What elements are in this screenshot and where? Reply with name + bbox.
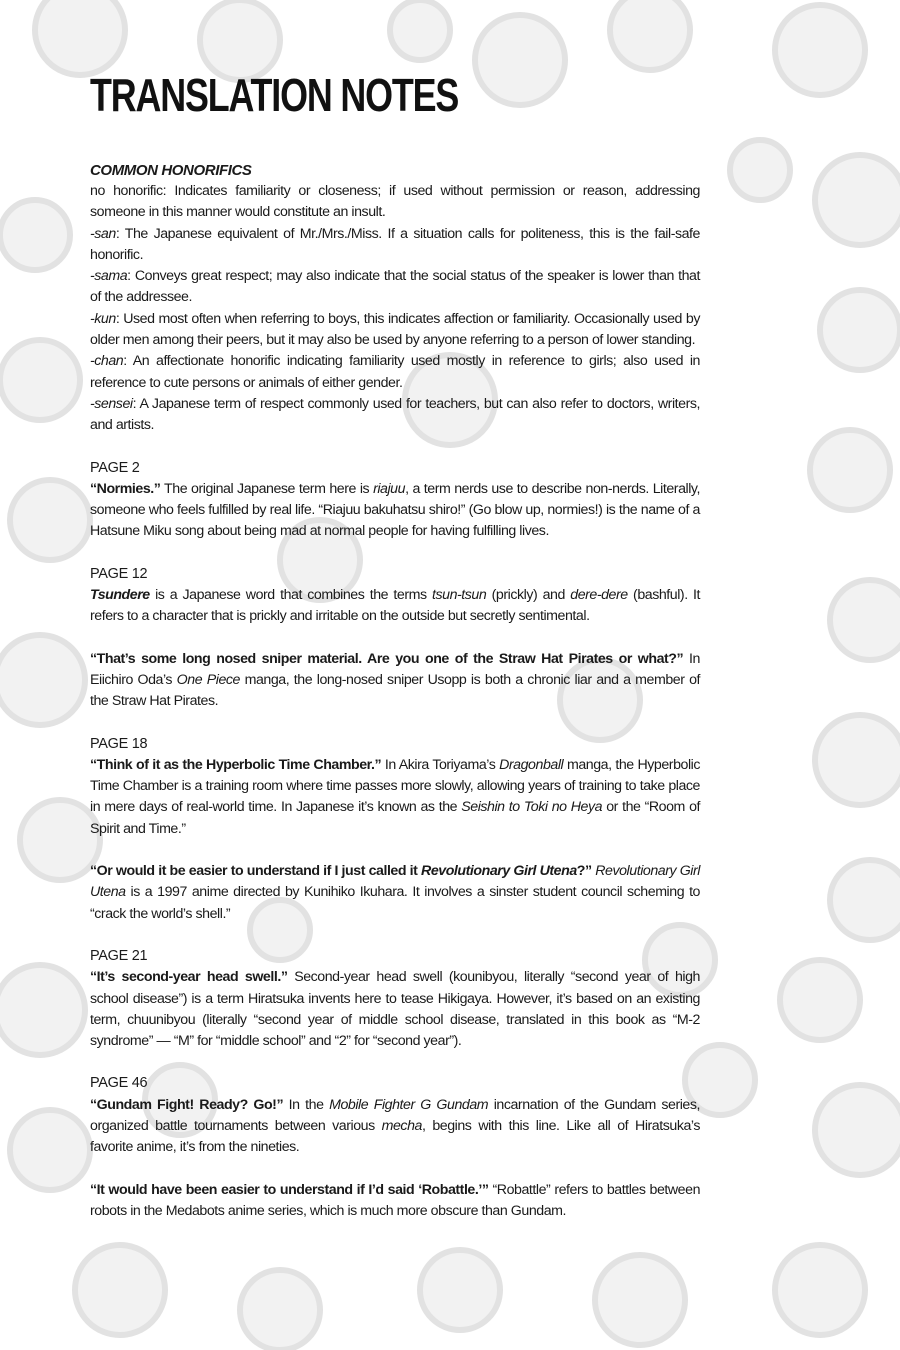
decorative-circle xyxy=(20,800,100,880)
decorative-circle xyxy=(0,340,80,420)
note-paragraph xyxy=(90,861,700,925)
honorific-entry xyxy=(90,224,700,267)
text-run: Revolutionary Girl Utena xyxy=(421,863,577,880)
text-run: no honorific: Indicates familiarity or closeness; if used without permission or reason, addressing someone in this manner would constitute an insult. xyxy=(90,183,700,221)
text-run: In Akira Toriyama’s xyxy=(381,756,500,773)
text-run: , begins with this line. Like all of Hiratsuka’s favorite anime, it’s from the nineties. xyxy=(90,1117,700,1156)
text-run: is a 1997 anime directed by Kunihiko Ikuhara. It involves a sinster student council scheming to “crack the world’s shell.” xyxy=(90,884,700,922)
text-run: “Think of it as the Hyperbolic Time Chamber.” xyxy=(90,756,382,773)
text-run: is a Japanese word that combines the terms xyxy=(149,587,432,604)
text-run: “That’s some long nosed sniper material. Are you one of the Straw Hat Pirates or what?” xyxy=(90,650,684,667)
honorific-entry xyxy=(90,351,700,394)
note-paragraph xyxy=(90,1095,700,1159)
decorative-circle xyxy=(10,480,90,560)
decorative-circle xyxy=(820,290,900,370)
text-run: mecha xyxy=(381,1117,422,1134)
text-run: Dragonball xyxy=(499,756,564,773)
text-run: ?” xyxy=(576,863,592,880)
text-run: : An affectionate honorific indicating familiarity used mostly in reference to girls; also used in reference to cute persons or animals of either gender. xyxy=(90,353,700,391)
notes-list xyxy=(90,437,700,1223)
text-run: , a term nerds use to describe non-nerds. Literally, someone who feels fulfilled by real life. “Riajuu bakuhatsu shiro!” (Go blow up, normies!) is the name of a Hatsune Miku song about being mad at normal people for having fulfilling lives. xyxy=(90,480,701,540)
decorative-circle xyxy=(420,1250,500,1330)
decorative-circle xyxy=(775,5,865,95)
decorative-circle xyxy=(0,965,85,1055)
text-run: -chan xyxy=(90,353,124,370)
text-run: Second-year head swell (kounibyou, literally “second year of high school disease”) is a term Hiratsuka invents here to tease Hikigaya. However, it’s based on an existing term, chuunibyou (literally “second year of middle school disease, translated in this book as “M-2 syndrome” — “M” for “middle school” and “2” for “second year”). xyxy=(90,969,700,1050)
text-run: Tsundere xyxy=(90,587,150,604)
honorifics-list xyxy=(90,181,700,437)
note-paragraph xyxy=(90,479,700,543)
text-run: One Piece xyxy=(176,671,240,688)
text-run: “Robattle” refers to battles between robots in the Medabots anime series, which is much more obscure than Gundam. xyxy=(90,1181,701,1219)
decorative-circle xyxy=(830,580,900,660)
text-run: “Gundam Fight! Ready? Go!” xyxy=(90,1096,284,1113)
text-run: In the xyxy=(283,1096,330,1113)
note-paragraph xyxy=(90,585,700,628)
honorific-entry xyxy=(90,309,700,352)
decorative-circle xyxy=(10,1110,90,1190)
note-paragraph xyxy=(90,1180,700,1223)
text-run: manga, the long-nosed sniper Usopp is both a chronic liar and a member of the Straw Hat Pirates. xyxy=(90,671,701,710)
page-label: PAGE 12 xyxy=(90,565,148,582)
text-run: or the “Room of Spirit and Time.” xyxy=(90,799,701,837)
text-run: “Or would it be easier to understand if I just called it xyxy=(90,863,422,880)
text-run: -kun xyxy=(90,310,116,327)
honorifics-heading: COMMON HONORIFICS xyxy=(90,162,252,179)
text-run: : The Japanese equivalent of Mr./Mrs./Miss. If a situation calls for politeness, this is the fail-safe honorific. xyxy=(90,225,700,263)
text-run: “It’s second-year head swell.” xyxy=(90,969,288,986)
text-run: Seishin to Toki no Heya xyxy=(461,799,603,816)
text-run: (bashful). It refers to a character that is prickly and irritable on the outside but secretly sentimental. xyxy=(90,587,701,625)
translation-notes-page xyxy=(90,68,700,1222)
decorative-circle xyxy=(730,140,790,200)
decorative-circle xyxy=(780,960,860,1040)
text-run: riajuu xyxy=(373,480,406,497)
decorative-circle xyxy=(815,715,900,805)
decorative-circle xyxy=(595,1255,685,1345)
decorative-circle xyxy=(0,635,85,725)
decorative-circle xyxy=(390,0,450,60)
decorative-circle xyxy=(810,430,890,510)
text-run: tsun-tsun xyxy=(432,587,487,604)
text-run: incarnation of the Gundam series, organized battle tournaments between various xyxy=(90,1096,701,1134)
decorative-circle xyxy=(815,155,900,245)
decorative-circle xyxy=(610,0,690,70)
text-run: -sama xyxy=(90,268,128,285)
text-run: -sensei xyxy=(90,395,133,412)
decorative-circle xyxy=(35,0,125,75)
page-title: TRANSLATION NOTES xyxy=(90,69,459,121)
text-run: “It would have been easier to understand if I’d said ‘Robattle.’” xyxy=(90,1181,489,1198)
note-paragraph xyxy=(90,967,700,1052)
text-run: -san xyxy=(90,225,116,242)
text-run: In Eiichiro Oda’s xyxy=(90,650,700,688)
decorative-circle xyxy=(0,200,70,270)
text-run: (prickly) and xyxy=(486,587,571,604)
page-label: PAGE 18 xyxy=(90,735,148,752)
decorative-circle xyxy=(775,1245,865,1335)
text-run: : Used most often when referring to boys, this indicates affection or familiarity. Occasionally used by older men among their peers, but it may also be used by anyone referring to a person of lower standing. xyxy=(90,310,700,349)
text-run: Mobile Fighter G Gundam xyxy=(329,1096,489,1113)
decorative-circle xyxy=(815,1085,900,1175)
page-label: PAGE 46 xyxy=(90,1075,148,1092)
text-run: Revolutionary Girl Utena xyxy=(90,863,700,901)
text-run: dere-dere xyxy=(570,587,628,604)
decorative-circle xyxy=(830,860,900,940)
text-run: The original Japanese term here is xyxy=(160,480,374,497)
honorific-entry xyxy=(90,266,700,309)
honorific-entry xyxy=(90,181,700,224)
note-paragraph xyxy=(90,649,700,713)
decorative-circle xyxy=(75,1245,165,1335)
text-run: “Normies.” xyxy=(90,480,161,497)
text-run: : Conveys great respect; may also indicate that the social status of the speaker is lower than that of the addressee. xyxy=(90,268,700,306)
page-label: PAGE 21 xyxy=(90,947,148,964)
text-run: manga, the Hyperbolic Time Chamber is a training room where time passes more slowly, allowing years of training to take place in mere days of real-world time. In Japanese it’s known as the xyxy=(90,756,700,816)
decorative-circle xyxy=(240,1270,320,1350)
page-label: PAGE 2 xyxy=(90,459,140,476)
text-run: : A Japanese term of respect commonly used for teachers, but can also refer to doctors, writers, and artists. xyxy=(90,395,700,434)
honorific-entry xyxy=(90,394,700,437)
note-paragraph xyxy=(90,755,700,840)
